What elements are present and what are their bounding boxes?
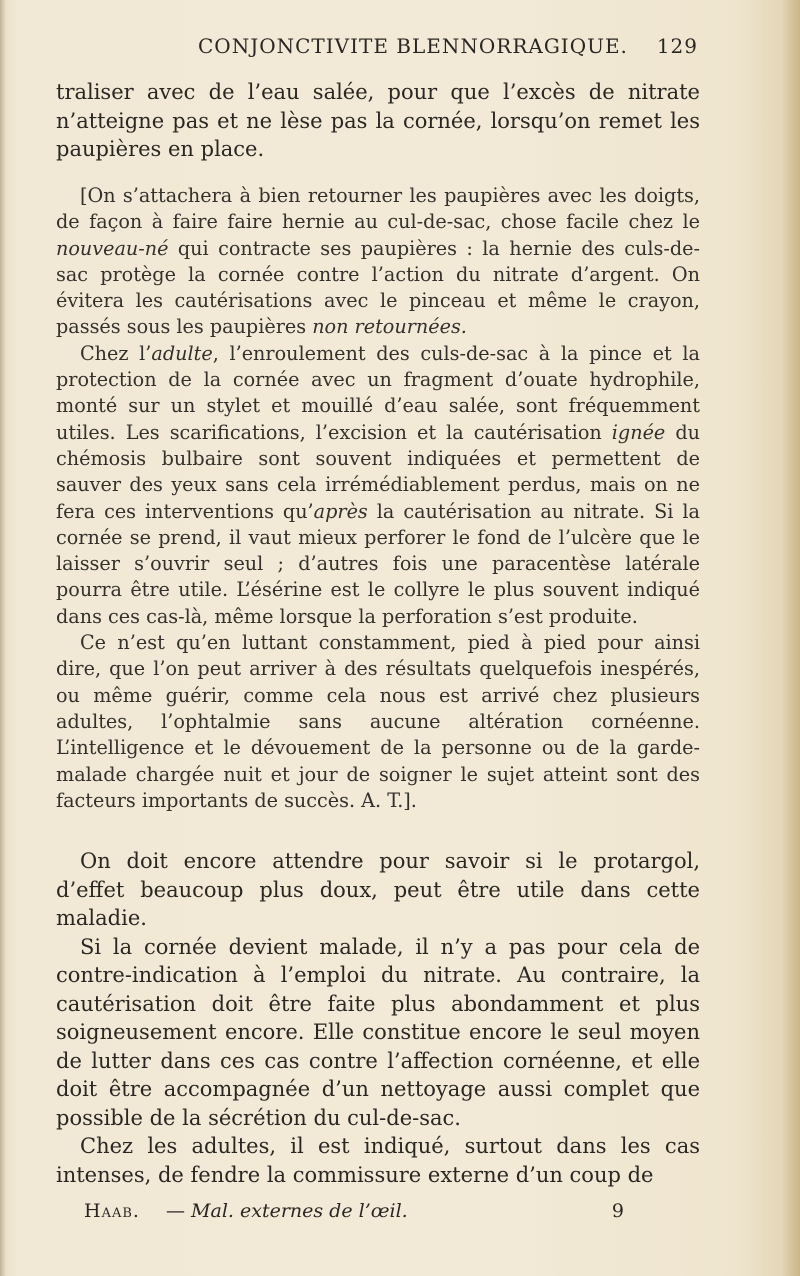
emphasis-text: après xyxy=(313,499,368,523)
page-footer xyxy=(84,1200,644,1230)
text-block-intro xyxy=(56,78,700,164)
emphasis-text: ignée xyxy=(611,420,666,444)
paragraph: Ce n’est qu’en luttant constamment, pied à pied pour ainsi dire, que l’on peut arriver à des résultats quelquefois inespérés, ou même guérir, comme cela nous est arrivé chez plusieurs adultes, l’ophtalmie sans aucune altération cornéenne. L’intelligence et le dévouement de la personne ou de la garde-malade chargée nuit et jour de soigner le sujet atteint sont des facteurs importants de succès. A. T.]. xyxy=(56,631,700,812)
paragraph: traliser avec de l’eau salée, pour que l’excès de nitrate n’atteigne pas et ne lèse pas la cornée, lorsqu’on remet les paupières en place. xyxy=(56,80,700,161)
running-title: CONJONCTIVITE BLENNORRAGIQUE. xyxy=(198,34,628,58)
text-block-translator-note xyxy=(56,183,700,814)
page-number: 129 xyxy=(656,34,698,58)
paragraph: Chez les adultes, il est indiqué, surtout dans les cas intenses, de fendre la commissure externe d’un coup de xyxy=(56,1134,700,1187)
page-gutter-shadow xyxy=(0,0,6,1276)
footer-book-title xyxy=(166,1200,408,1222)
text-run: , l’enroulement des culs-de-sac à la pince et la protection de la cornée avec un fragment d’ouate hydrophile, monté sur un stylet et mouillé d’eau salée, sont fréquemment utiles. Les scarifications, l’excision et la cautérisation xyxy=(56,341,700,444)
footer-title-text: Mal. externes de l’œil. xyxy=(191,1200,408,1222)
running-header xyxy=(60,30,700,62)
text-block-main xyxy=(56,847,700,1189)
text-run: qui contracte ses paupières : la hernie des culs-de-sac protège la cornée contre l’action du nitrate d’argent. On évitera les cautérisations avec le pinceau et même le crayon, passés sous les paupières xyxy=(56,236,700,339)
emphasis-text: non retournées. xyxy=(312,315,467,339)
paragraph xyxy=(56,183,700,341)
paragraph: Si la cornée devient malade, il n’y a pas pour cela de contre-indication à l’emploi du nitrate. Au contraire, la cautérisation doit être faite plus abondamment et plus soigneusement encore. Elle constitue encore le seul moyen de lutter dans ces cas contre l’affection cornéenne, et elle doit être accompagnée d’un nettoyage aussi complet que possible de la sécrétion du cul-de-sac. xyxy=(56,934,700,1130)
footer-dash: — xyxy=(166,1200,185,1222)
paragraph: On doit encore attendre pour savoir si le protargol, d’effet beaucoup plus doux, peut être utile dans cette maladie. xyxy=(56,849,700,930)
emphasis-text: adulte xyxy=(151,341,213,365)
text-run: Chez l’ xyxy=(80,341,152,365)
text-run: [On s’attachera à bien retourner les paupières avec les doigts, de façon à faire faire hernie au cul-de-sac, chose facile chez le xyxy=(56,184,700,234)
page-edge-shadow xyxy=(782,0,800,1276)
paragraph xyxy=(56,341,700,630)
footer-author: Haab. xyxy=(84,1200,140,1222)
signature-mark: 9 xyxy=(611,1200,624,1222)
text-run: la cautérisation au nitrate. Si la cornée se prend, il vaut mieux perforer le fond de l’ulcère que le laisser s’ouvrir seul ; d’autres fois une paracentèse latérale pourra être utile. L’ésérine est le collyre le plus souvent indiqué dans ces cas-là, même lorsque la perforation s’est produite. xyxy=(56,499,700,628)
emphasis-text: nouveau-né xyxy=(56,236,169,260)
text-run: du chémosis bulbaire sont souvent indiquées et permettent de sauver des yeux sans cela irrémédiablement perdus, mais on ne fera ces interventions qu’ xyxy=(56,420,700,523)
